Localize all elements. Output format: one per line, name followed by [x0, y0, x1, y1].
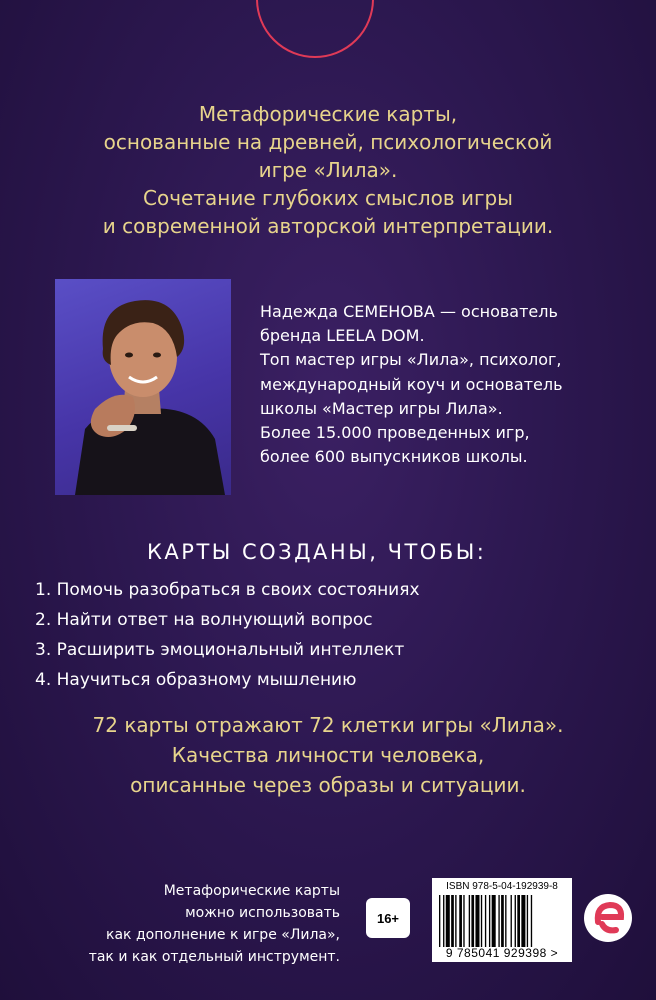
footer-note-line: можно использовать — [185, 905, 340, 921]
bio-line: Надежда СЕМЕНОВА — основатель — [260, 302, 558, 321]
decorative-circle — [256, 0, 374, 58]
purpose-list-title: КАРТЫ СОЗДАНЫ, ЧТОБЫ: — [147, 540, 487, 564]
summary-line: Качества личности человека, — [171, 743, 485, 767]
purpose-list — [35, 575, 420, 695]
bio-line: более 600 выпускников школы. — [260, 447, 528, 467]
bio-line: Топ мастер игры «Лила», психолог, — [260, 350, 562, 370]
footer-note-line: так и как отдельный инструмент. — [88, 949, 340, 965]
list-item: 2. Найти ответ на волнующий вопрос — [35, 610, 373, 630]
intro-line: Метафорические карты, — [198, 102, 458, 126]
footer-note-line: Метафорические карты — [163, 883, 340, 899]
summary-line: описанные через образы и ситуации. — [130, 773, 526, 797]
bio-line: Более 15.000 проведенных игр, — [260, 423, 530, 443]
isbn-label: ISBN 978-5-04-192939-8 — [446, 881, 558, 892]
footer-note-line: как дополнение к игре «Лила», — [106, 927, 340, 943]
barcode-bars — [439, 895, 565, 947]
barcode — [432, 878, 572, 962]
intro-line: и современной авторской интерпретации. — [102, 214, 554, 238]
age-rating-badge: 16+ — [366, 898, 410, 938]
publisher-logo-icon — [582, 892, 634, 944]
bio-line: международный коуч и основатель — [260, 374, 563, 394]
intro-line: Сочетание глубоких смыслов игры — [143, 186, 513, 210]
author-bio — [260, 300, 640, 469]
intro-line: основанные на древней, психологической — [103, 130, 553, 154]
author-portrait — [55, 279, 231, 495]
list-item: 1. Помочь разобраться в своих состояниях — [35, 580, 420, 600]
bio-line: школы «Мастер игры Лила». — [260, 398, 503, 418]
footer-note — [80, 880, 340, 968]
intro-line: игре «Лила». — [258, 158, 398, 182]
bio-line: бренда LEELA DOM. — [260, 326, 425, 346]
intro-paragraph-1 — [0, 100, 656, 184]
list-item: 4. Научиться образному мышлению — [35, 670, 357, 690]
intro-paragraph-2 — [0, 184, 656, 240]
list-item: 3. Расширить эмоциональный интеллект — [35, 640, 405, 660]
summary-paragraph — [0, 710, 656, 800]
summary-line: 72 карты отражают 72 клетки игры «Лила». — [92, 713, 564, 737]
barcode-number: 9 785041 929398 > — [445, 946, 559, 960]
